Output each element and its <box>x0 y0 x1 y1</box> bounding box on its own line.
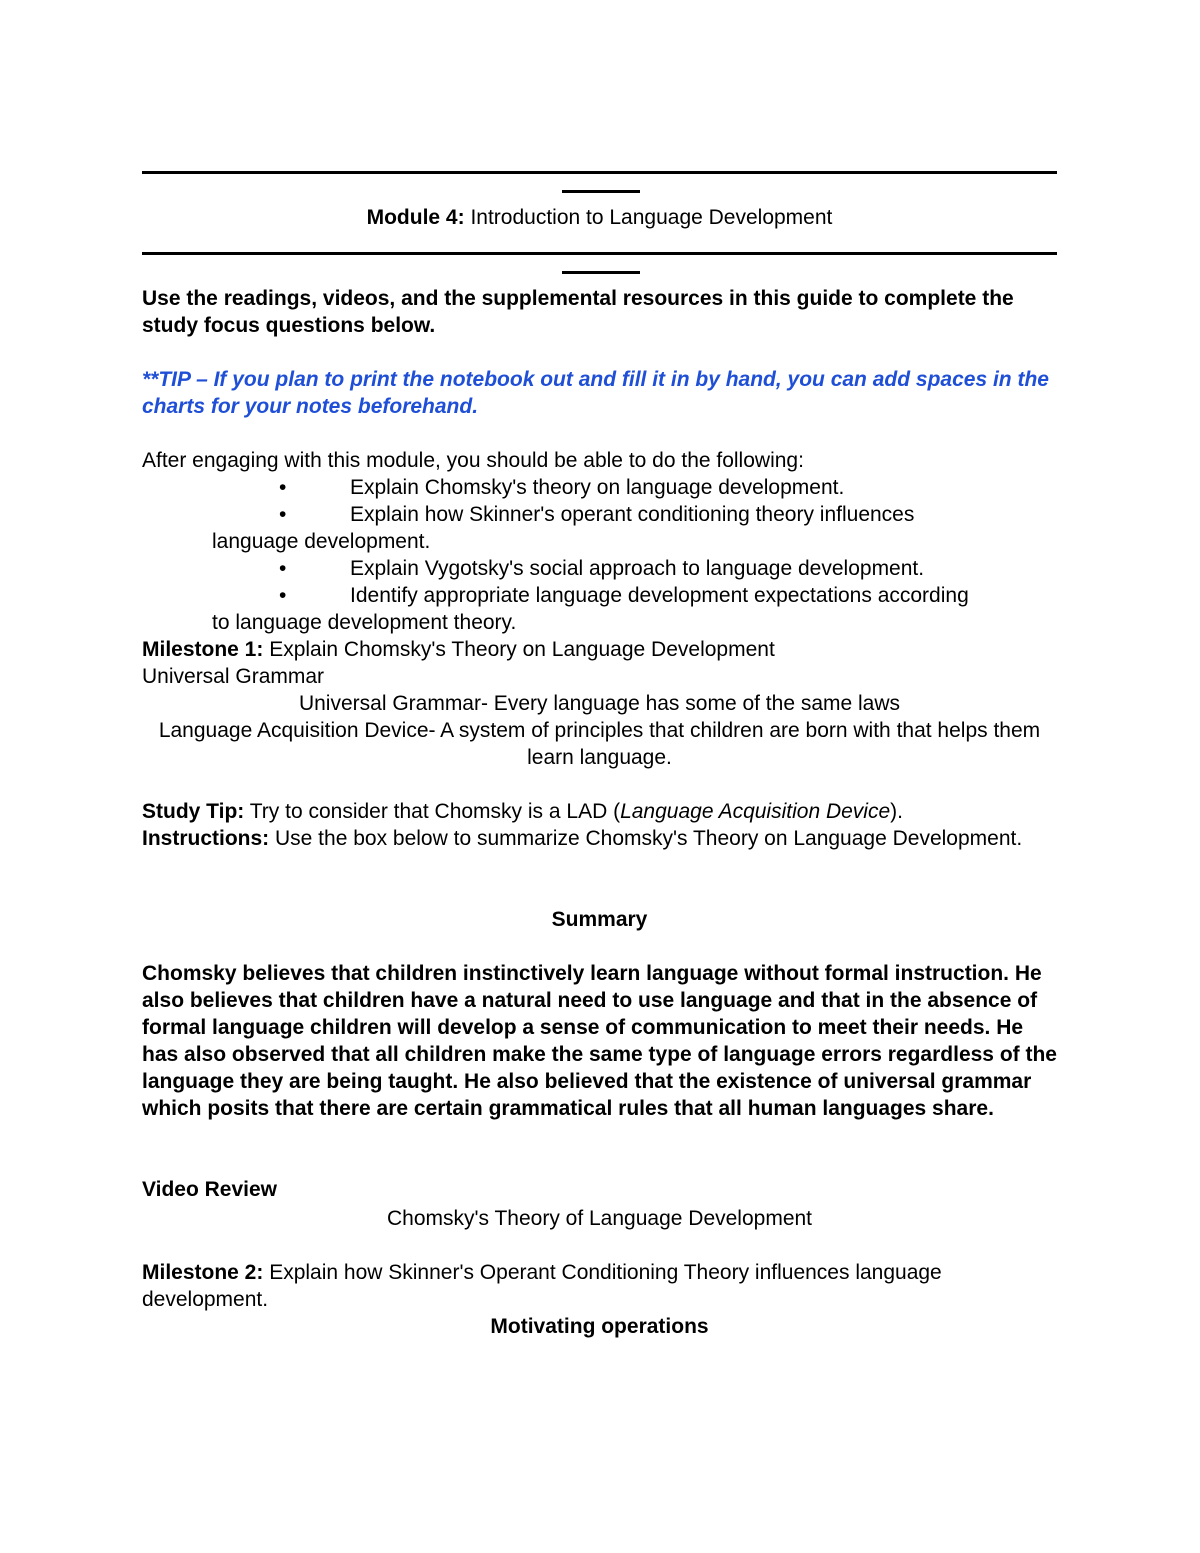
horizontal-rule <box>142 150 1057 177</box>
intro-instruction: Use the readings, videos, and the supplemental resources in this guide to complete the study focus questions below. <box>142 287 1014 337</box>
objective-item: • Identify appropriate language development expectations according to language development theory. <box>212 584 969 634</box>
motivating-operations-heading: Motivating operations <box>490 1315 709 1338</box>
module-label: Module 4: <box>366 206 465 229</box>
video-review-heading: Video Review <box>142 1178 278 1201</box>
bullet-icon: • <box>279 584 287 607</box>
milestone-2-heading: Milestone 2: Explain how Skinner's Operant Conditioning Theory influences language development. <box>142 1261 942 1311</box>
bullet-icon: • <box>279 557 287 580</box>
summary-heading: Summary <box>551 908 648 931</box>
horizontal-rule-tail <box>142 177 1057 204</box>
objectives-lead: After engaging with this module, you should be able to do the following: <box>142 449 804 472</box>
objective-item: • Explain Vygotsky's social approach to language development. <box>279 557 925 580</box>
bullet-icon: • <box>279 503 287 526</box>
milestone-1-heading: Milestone 1: Explain Chomsky's Theory on Language Development <box>142 638 775 661</box>
module-title <box>142 204 1057 231</box>
milestone-1-label: Milestone 1: <box>142 638 264 661</box>
horizontal-rule-tail <box>142 258 1057 285</box>
milestone-2-label: Milestone 2: <box>142 1261 264 1284</box>
horizontal-rule <box>142 231 1057 258</box>
video-title: Chomsky's Theory of Language Development <box>386 1207 813 1230</box>
universal-grammar-subheading: Universal Grammar <box>142 665 325 688</box>
instructions: Instructions: Use the box below to summarize Chomsky's Theory on Language Development. <box>142 827 1023 850</box>
lad-point: Language Acquisition Device- A system of principles that children are born with that helps them learn language. <box>158 719 1041 769</box>
summary-body: Chomsky believes that children instinctively learn language without formal instruction. He also believes that children have a natural need to use language and that in the absence of formal language children will develop a sense of communication to meet their needs. He has also observed that all children make the same type of language errors regardless of the language they are being taught. He also believed that the existence of universal grammar which posits that there are certain grammatical rules that all human languages share. <box>142 962 1057 1120</box>
objective-item: • Explain Chomsky's theory on language development. <box>279 476 845 499</box>
module-title-text: Introduction to Language Development <box>464 206 833 229</box>
document-page <box>142 150 1057 1340</box>
universal-grammar-point: Universal Grammar- Every language has some of the same laws <box>298 692 901 715</box>
objective-item: • Explain how Skinner's operant conditioning theory influences language development. <box>212 503 915 553</box>
tip-note: **TIP – If you plan to print the notebook out and fill it in by hand, you can add spaces in the charts for your notes beforehand. <box>142 368 1049 418</box>
bullet-icon: • <box>279 476 287 499</box>
study-tip: Study Tip: Try to consider that Chomsky is a LAD (Language Acquisition Device). <box>142 800 903 823</box>
